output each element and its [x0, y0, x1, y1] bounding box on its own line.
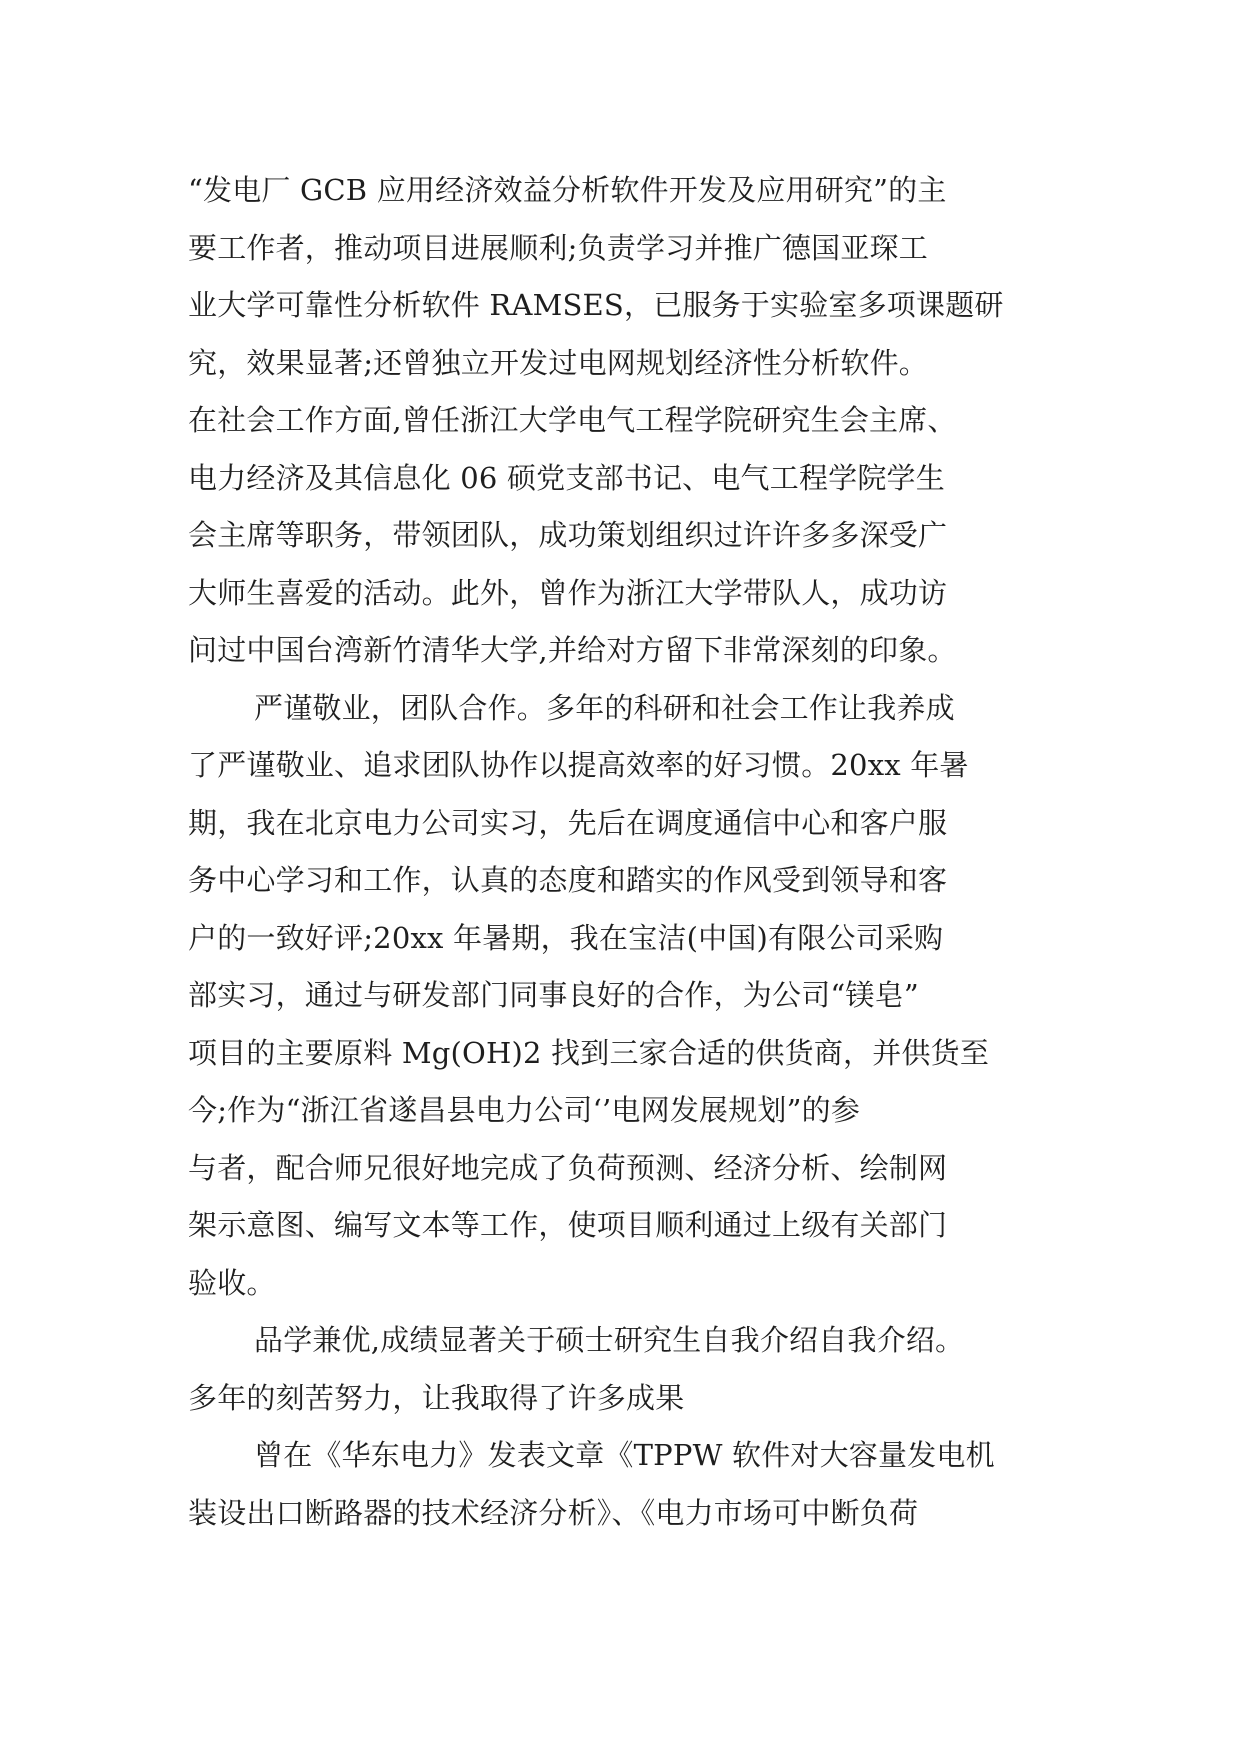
paragraph-start-line: 品学兼优,成绩显著关于硕士研究生自我介绍自我介绍。	[254, 1323, 965, 1357]
text-line: 与者，配合师兄很好地完成了负荷预测、经济分析、绘制网	[188, 1150, 948, 1185]
paragraph-start-line: 曾在《华东电力》发表文章《TPPW 软件对大容量发电机	[254, 1438, 995, 1472]
text-line: 部实习，通过与研发部门同事良好的合作，为公司“镁皂”	[188, 978, 919, 1012]
text-line: 期，我在北京电力公司实习，先后在调度通信中心和客户服	[188, 805, 948, 840]
document-body	[188, 162, 1058, 1542]
text-line: 要工作者，推动项目进展顺利;负责学习并推广德国亚琛工	[188, 230, 928, 265]
text-line: 在社会工作方面,曾任浙江大学电气工程学院研究生会主席、	[188, 403, 957, 437]
text-line: 验收。	[188, 1265, 276, 1300]
text-line: 架示意图、编写文本等工作，使项目顺利通过上级有关部门	[188, 1208, 948, 1242]
text-line: 装设出口断路器的技术经济分析》、《电力市场可中断负荷	[188, 1495, 919, 1530]
text-line: 业大学可靠性分析软件 RAMSES，已服务于实验室多项课题研	[188, 288, 1004, 322]
text-line: 了严谨敬业、追求团队协作以提高效率的好习惯。20xx 年暑	[188, 748, 969, 782]
text-line: 问过中国台湾新竹清华大学,并给对方留下非常深刻的印象。	[188, 633, 957, 667]
text-line: 电力经济及其信息化 06 硕党支部书记、电气工程学院学生	[188, 460, 945, 495]
text-line: 户的一致好评;20xx 年暑期，我在宝洁(中国)有限公司采购	[188, 920, 944, 955]
text-line: 多年的刻苦努力，让我取得了许多成果	[188, 1380, 685, 1415]
text-line: 大师生喜爱的活动。此外，曾作为浙江大学带队人，成功访	[188, 575, 948, 610]
text-line: “发电厂 GCB 应用经济效益分析软件开发及应用研究”的主	[188, 173, 947, 207]
text-line: 究，效果显著;还曾独立开发过电网规划经济性分析软件。	[188, 345, 928, 380]
text-line: 项目的主要原料 Mg(OH)2 找到三家合适的供货商，并供货至	[188, 1035, 990, 1070]
text-line: 会主席等职务，带领团队，成功策划组织过许许多多深受广	[188, 518, 948, 552]
text-line: 今;作为“浙江省遂昌县电力公司‘’电网发展规划”的参	[188, 1093, 861, 1127]
paragraph-start-line: 严谨敬业，团队合作。多年的科研和社会工作让我养成	[254, 690, 955, 725]
text-line: 务中心学习和工作，认真的态度和踏实的作风受到领导和客	[188, 863, 948, 897]
